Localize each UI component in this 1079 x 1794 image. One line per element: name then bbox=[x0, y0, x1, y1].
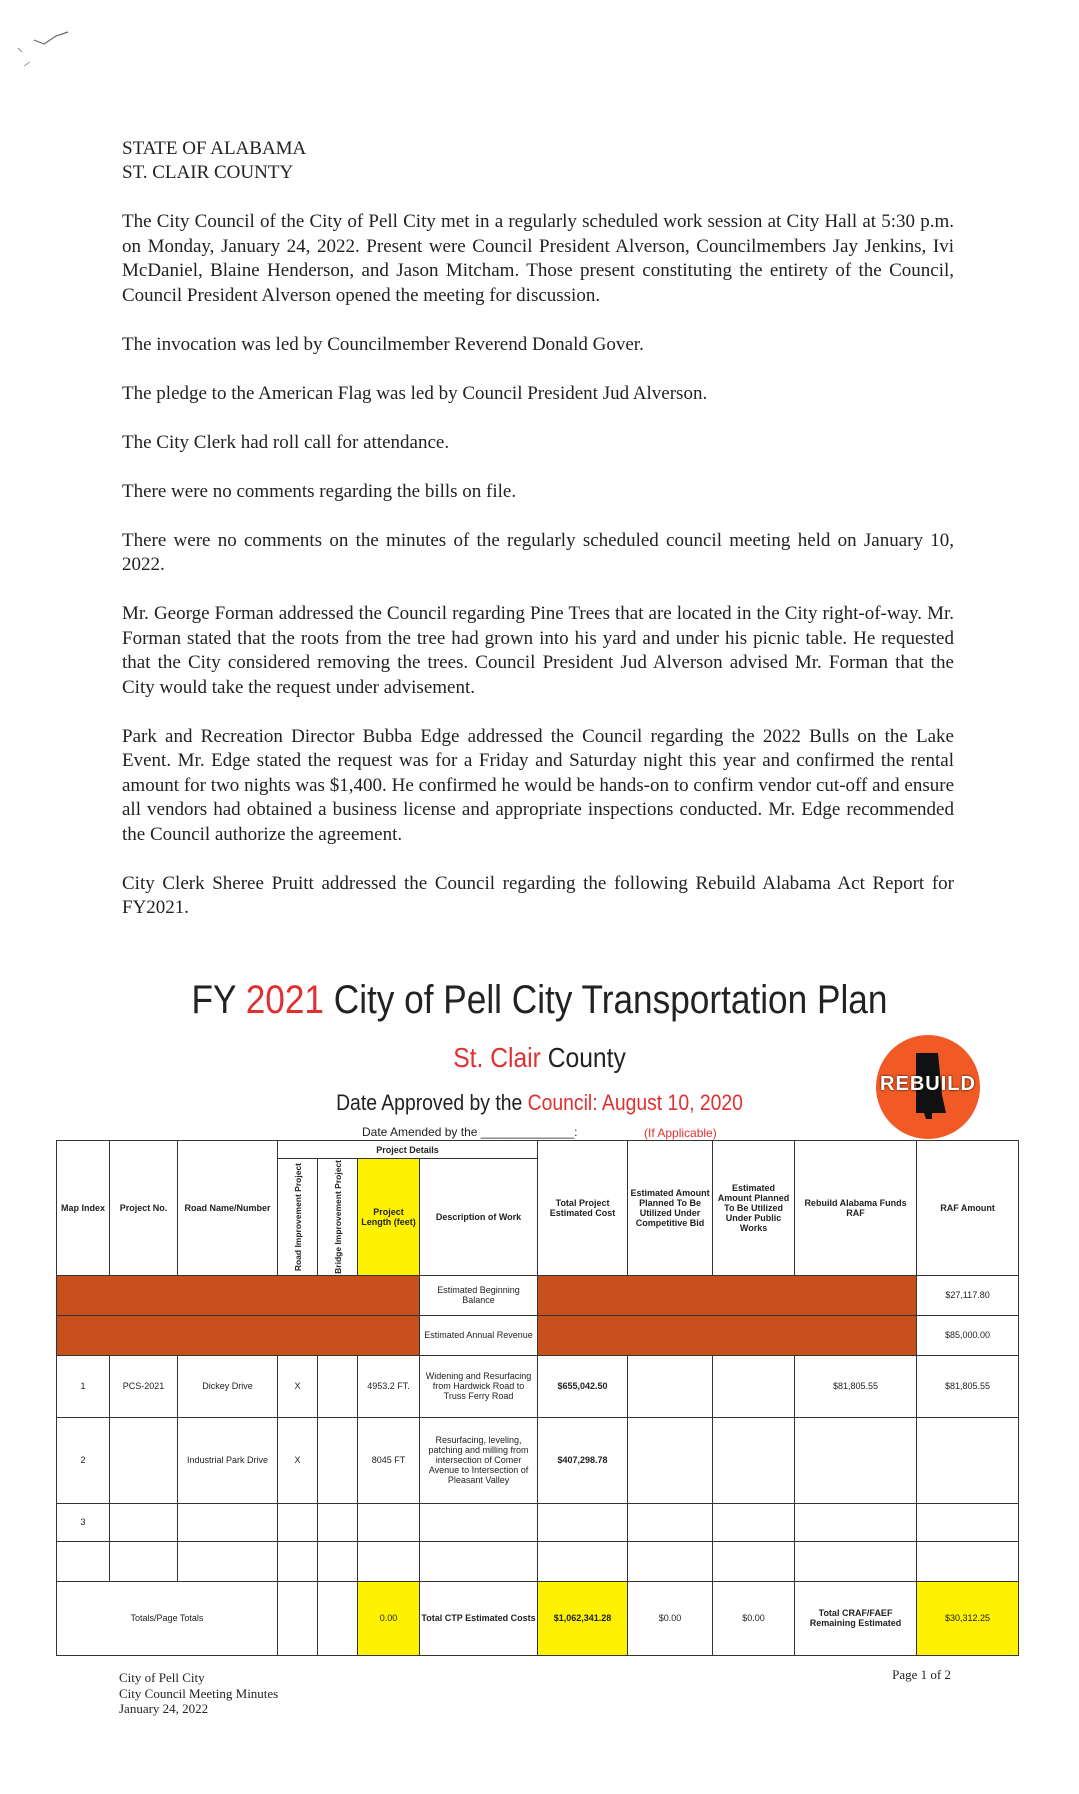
totals-ctp-label: Total CTP Estimated Costs bbox=[420, 1581, 538, 1655]
rebuild-logo bbox=[876, 1035, 980, 1139]
totals-length: 0.00 bbox=[358, 1581, 420, 1655]
header-raf-amount: RAF Amount bbox=[917, 1141, 1019, 1276]
header-competitive-bid: Estimated Amount Planned To Be Utilized Under Competitive Bid bbox=[628, 1141, 713, 1276]
totals-competitive-bid: $0.00 bbox=[628, 1581, 713, 1655]
paragraph-bulls-event: Park and Recreation Director Bubba Edge addressed the Council regarding the 2022 Bulls on the Lake Event. Mr. Edge stated the request was for a Friday and Saturday night this year and confirmed the rental amount for two nights was $1,400. He confirmed he would be hands-on to confirm vendor cut-off and ensure all vendors had obtained a business license and appropriate inspections conducted. Mr. Edge recommended the Council authorize the agreement. bbox=[122, 725, 954, 845]
table-row: 2 Industrial Park Drive X 8045 FT Resurfacing, leveling, patching and milling from intersection of Comer Avenue to Intersection of Pleasant Valley $407,298.78 bbox=[57, 1417, 1019, 1503]
paragraph-roll-call: The City Clerk had roll call for attendance. bbox=[122, 431, 450, 453]
row-annual-revenue bbox=[57, 1315, 1019, 1355]
header-raf-funds: Rebuild Alabama Funds RAF bbox=[795, 1141, 917, 1276]
totals-craf-label: Total CRAF/FAEF Remaining Estimated bbox=[795, 1581, 917, 1655]
header-road-name: Road Name/Number bbox=[178, 1141, 278, 1276]
rebuild-logo-text: REBUILD bbox=[880, 1073, 976, 1095]
plan-approved: Date Approved by the Council: August 10, 2020 bbox=[336, 1090, 743, 1115]
footer-city: City of Pell City bbox=[119, 1670, 205, 1685]
plan-title: FY 2021 City of Pell City Transportation Plan bbox=[191, 978, 888, 1022]
plan-if-applicable: (If Applicable) bbox=[644, 1126, 717, 1140]
paragraph-bills: There were no comments regarding the bills on file. bbox=[122, 480, 517, 502]
paragraph-pledge: The pledge to the American Flag was led by Council President Jud Alverson. bbox=[122, 382, 708, 404]
page-footer bbox=[119, 1670, 278, 1717]
annual-revenue-value: $85,000.00 bbox=[917, 1315, 1019, 1355]
row-beginning-balance bbox=[57, 1275, 1019, 1315]
paragraph-opening: The City Council of the City of Pell City met in a regularly scheduled work session at City Hall at 5:30 p.m. on Monday, January 24, 2022. Present were Council President Alverson, Councilmembers Jay Jenkins, Ivi McDaniel, Blaine Henderson, and Jason Mitcham. Those present constituting the entirety of the Council, Council President Alverson opened the meeting for discussion. bbox=[122, 211, 954, 306]
scan-mark bbox=[14, 18, 74, 78]
beginning-balance-label: Estimated Beginning Balance bbox=[420, 1275, 538, 1315]
totals-public-works: $0.00 bbox=[713, 1581, 795, 1655]
table-row bbox=[57, 1541, 1019, 1581]
transportation-plan-table bbox=[56, 1140, 1019, 1656]
state-line: STATE OF ALABAMA bbox=[122, 138, 307, 159]
header-project-length: Project Length (feet) bbox=[358, 1159, 420, 1276]
totals-craf-value: $30,312.25 bbox=[917, 1581, 1019, 1655]
plan-amended: Date Amended by the ______________: bbox=[362, 1125, 578, 1139]
table-row: 3 bbox=[57, 1503, 1019, 1541]
header-map-index: Map Index bbox=[57, 1141, 110, 1276]
totals-row bbox=[57, 1581, 1019, 1655]
header-total-cost: Total Project Estimated Cost bbox=[538, 1141, 628, 1276]
totals-ctp-value: $1,062,341.28 bbox=[538, 1581, 628, 1655]
county-line: ST. CLAIR COUNTY bbox=[122, 162, 294, 183]
paragraph-pine-trees: Mr. George Forman addressed the Council regarding Pine Trees that are located in the City right-of-way. Mr. Forman stated that the roots from the tree had grown into his yard and under his picnic table. He requested that the City considered removing the trees. Council President Jud Alverson advised Mr. Forman that the City would take the request under advisement. bbox=[122, 603, 954, 698]
header-road-improvement: Road Improvement Project bbox=[278, 1159, 318, 1276]
header-description: Description of Work bbox=[420, 1159, 538, 1276]
paragraph-rebuild-report: City Clerk Sheree Pruitt addressed the Council regarding the following Rebuild Alabama Act Report for FY2021. bbox=[122, 872, 954, 918]
table-row: 1 PCS-2021 Dickey Drive X 4953.2 FT. Widening and Resurfacing from Hardwick Road to Truss Ferry Road $655,042.50 $81,805.55 $81,805.55 bbox=[57, 1355, 1019, 1417]
paragraph-minutes: There were no comments on the minutes of the regularly scheduled council meeting held on January 10, 2022. bbox=[122, 529, 954, 575]
header-project-no: Project No. bbox=[110, 1141, 178, 1276]
plan-year: 2021 bbox=[245, 978, 324, 1022]
header-project-details: Project Details bbox=[278, 1141, 538, 1159]
header-bridge-improvement: Bridge Improvement Project bbox=[318, 1159, 358, 1276]
annual-revenue-label: Estimated Annual Revenue bbox=[420, 1315, 538, 1355]
totals-label: Totals/Page Totals bbox=[57, 1581, 278, 1655]
header-public-works: Estimated Amount Planned To Be Utilized Under Public Works bbox=[713, 1141, 795, 1276]
minutes-body bbox=[122, 210, 954, 945]
beginning-balance-value: $27,117.80 bbox=[917, 1275, 1019, 1315]
page-number: Page 1 of 2 bbox=[892, 1667, 951, 1682]
footer-document: City Council Meeting Minutes bbox=[119, 1685, 279, 1701]
paragraph-invocation: The invocation was led by Councilmember Reverend Donald Gover. bbox=[122, 333, 644, 355]
plan-county: St. Clair County bbox=[453, 1042, 626, 1073]
document-heading bbox=[122, 137, 306, 185]
footer-date: January 24, 2022 bbox=[119, 1701, 209, 1716]
